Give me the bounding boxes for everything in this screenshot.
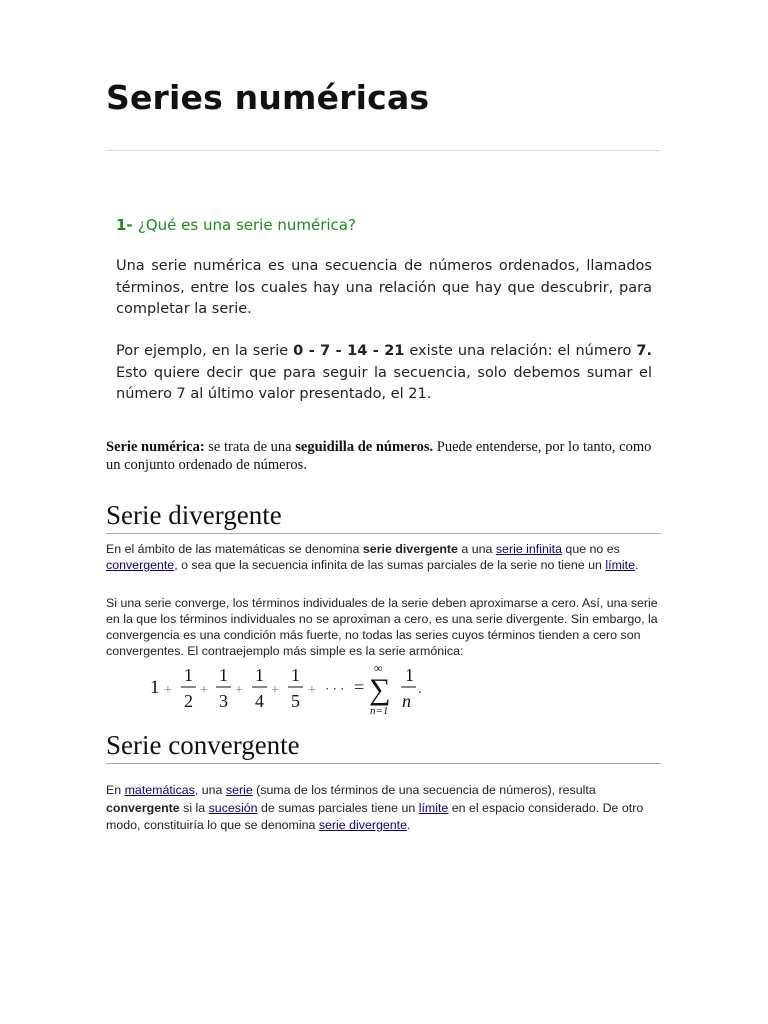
link-convergente[interactable]: convergente: [106, 558, 175, 572]
link-serie-divergente[interactable]: serie divergente: [318, 818, 408, 832]
question-heading: [116, 216, 356, 234]
link-serie-infinita[interactable]: serie infinita: [495, 542, 562, 556]
example-text-3: Esto quiere decir que para seguir la secuencia, solo debemos sumar el número 7 al último valor presentado, el 21.: [116, 364, 652, 402]
conv-text-6: en el espacio considerado. De otro modo, constituiría lo que se denomina: [106, 800, 644, 832]
formula-denominator: 2: [184, 691, 193, 711]
conv-text-5: de sumas parciales tiene un: [257, 800, 419, 815]
divergent-heading: Serie divergente: [106, 500, 282, 530]
formula-infinity: ∞: [374, 662, 383, 675]
conv-text-4: si la: [179, 800, 209, 815]
div-text-1: En el ámbito de las matemáticas se denomina: [106, 542, 363, 556]
link-serie[interactable]: serie: [225, 783, 253, 797]
formula-numerator: 1: [184, 665, 193, 685]
div-bold-term: serie divergente: [362, 542, 458, 556]
page-title: Series numéricas: [106, 78, 430, 117]
conv-bold-term: convergente: [106, 800, 180, 815]
conv-text-1: En: [106, 783, 125, 797]
formula-denominator: 3: [219, 691, 228, 711]
formula-numerator: 1: [219, 665, 228, 685]
formula-ellipsis: · · ·: [325, 681, 345, 696]
formula-equals: =: [354, 677, 365, 697]
formula-period: .: [418, 682, 422, 697]
div-text-4: , o sea que la secuencia infinita de las sumas parciales de la serie no tiene un: [174, 558, 606, 572]
question-number: 1-: [116, 216, 133, 234]
formula-denominator: 5: [291, 691, 300, 711]
example-text-1: Por ejemplo, en la serie: [116, 343, 294, 359]
conv-text-3: (suma de los términos de una secuencia de números), resulta: [252, 783, 596, 797]
formula-lead-one: 1: [150, 677, 160, 698]
conv-text-2: , una: [194, 783, 226, 797]
conv-text-7: .: [407, 818, 411, 832]
definition-bold: seguidilla de números.: [295, 439, 434, 455]
intro-paragraph: Una serie numérica es una secuencia de números ordenados, llamados términos, entre los cuales hay una relación que hay que descubrir, para completar la serie.: [116, 258, 652, 317]
formula-plus: +: [164, 683, 172, 698]
div-text-3: que no es: [561, 542, 620, 556]
formula-denominator: 4: [255, 691, 264, 711]
formula-numerator: 1: [405, 665, 414, 685]
divergent-rule: [106, 533, 661, 534]
convergent-paragraph: [106, 782, 662, 835]
convergent-heading: Serie convergente: [106, 730, 300, 760]
question-text: ¿Qué es una serie numérica?: [137, 216, 356, 234]
link-sucesion[interactable]: sucesión: [208, 800, 258, 815]
example-paragraph: [116, 341, 652, 406]
formula-numerator: 1: [255, 665, 264, 685]
formula-lower-bound: n=1: [370, 705, 389, 717]
example-sequence: 0 - 7 - 14 - 21: [293, 343, 405, 359]
title-divider: [106, 150, 660, 151]
example-number: 7.: [636, 343, 652, 359]
formula-sigma: ∑: [369, 673, 391, 706]
convergent-rule: [106, 763, 661, 764]
example-text-2: existe una relación: el número: [404, 343, 637, 359]
div-text-5: .: [635, 558, 639, 572]
divergent-paragraph-2: Si una serie converge, los términos individuales de la serie deben aproximarse a cero. Así, una serie en la que los términos individuales no se aproximan a cero, es una serie divergente. Sin embargo, la convergencia es una condición más fuerte, no todas las series cuyos términos tienden a cero son convergentes. El contraejemplo más simple es la serie armónica:: [106, 596, 658, 658]
link-limite[interactable]: límite: [605, 558, 635, 572]
formula-n: n: [402, 691, 411, 711]
formula-plus: +: [308, 683, 316, 698]
link-matematicas[interactable]: matemáticas: [124, 783, 195, 797]
formula-numerator: 1: [291, 665, 300, 685]
definition-paragraph: [106, 438, 661, 474]
definition-term: Serie numérica:: [106, 439, 205, 455]
divergent-paragraph-1: [106, 541, 662, 573]
div-text-2: a una: [457, 542, 496, 556]
definition-text-1: se trata de una: [204, 439, 296, 455]
definition-text-2: Puede entenderse, por lo tanto, como un conjunto ordenado de números.: [106, 439, 652, 473]
link-limite[interactable]: límite: [418, 800, 449, 815]
formula-plus: +: [200, 683, 208, 698]
formula-plus: +: [235, 683, 243, 698]
formula-plus: +: [271, 683, 279, 698]
harmonic-series-formula: [148, 662, 438, 720]
